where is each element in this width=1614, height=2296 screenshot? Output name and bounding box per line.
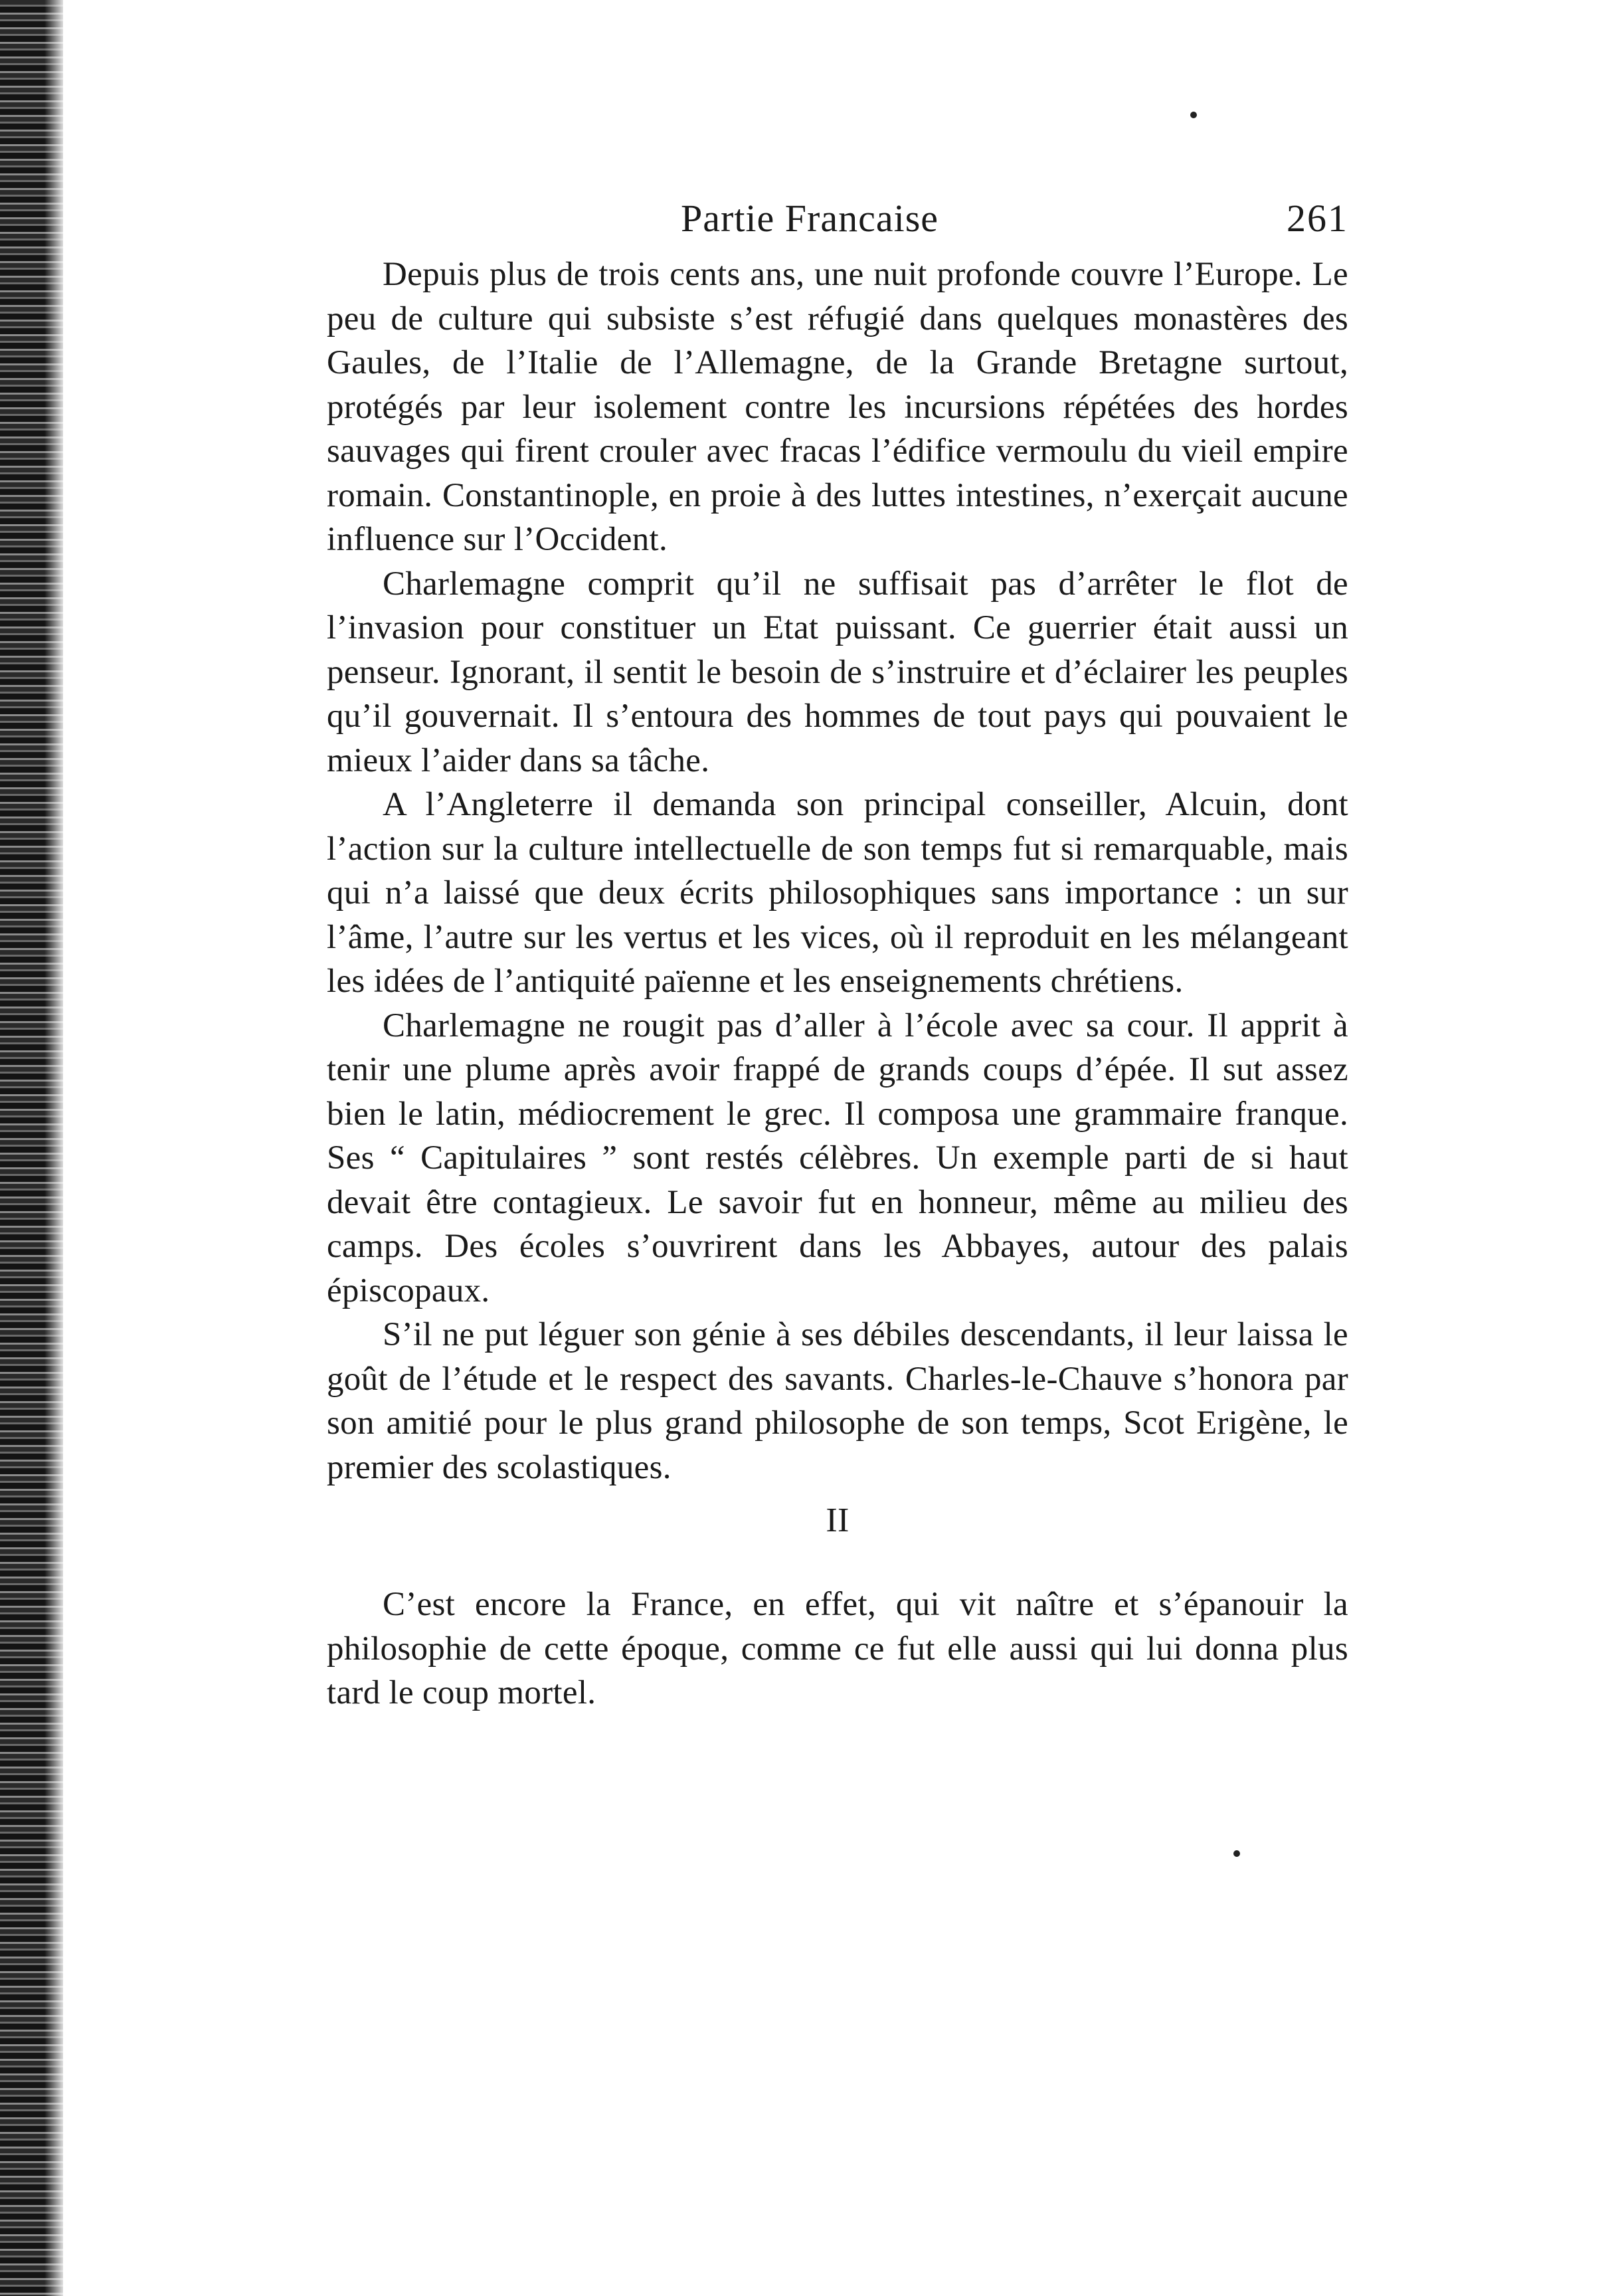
page-number: 261 xyxy=(1287,197,1348,240)
paragraph: Charlemagne comprit qu’il ne suffisait pas d’arrêter le flot de l’invasion pour constituer un Etat puissant. Ce guerrier était aussi un penseur. Ignorant, il sentit le besoin de s’instruire et d’éclairer les peuples qu’il gouvernait. Il s’entoura des hommes de tout pays qui pouvaient le mieux l’aider dans sa tâche. xyxy=(327,565,1348,779)
paragraph: C’est encore la France, en effet, qui vit naître et s’épanouir la philosophie de cette époque, comme ce fut elle aussi qui lui donna plus tard le coup mortel. xyxy=(327,1586,1348,1711)
running-title: Partie Francaise xyxy=(681,197,939,240)
body-text xyxy=(327,252,1348,1715)
paragraph: A l’Angleterre il demanda son principal conseiller, Alcuin, dont l’action sur la culture intellectuelle de son temps fut si remarquable, mais qui n’a laissé que deux écrits philosophiques sans importance : un sur l’âme, l’autre sur les vertus et les vices, où il reproduit en les mélangeant les idées de l’antiquité païenne et les enseignements chrétiens. xyxy=(327,786,1348,1000)
book-binding-edge xyxy=(0,0,63,2296)
section-heading: II xyxy=(826,1501,850,1539)
book-page xyxy=(327,191,1348,1715)
running-header xyxy=(327,191,1348,246)
paragraph: S’il ne put léguer son génie à ses débiles descendants, il leur laissa le goût de l’étude et le respect des savants. Charles-le-Chauve s’honora par son amitié pour le plus grand philosophe de son temps, Scot Erigène, le premier des scolastiques. xyxy=(327,1316,1348,1486)
ink-speck xyxy=(1190,112,1197,118)
ink-speck xyxy=(1233,1850,1240,1857)
paragraph: Charlemagne ne rougit pas d’aller à l’école avec sa cour. Il apprit à tenir une plume après avoir frappé de grands coups d’épée. Il sut assez bien le latin, médiocrement le grec. Il composa une grammaire franque. Ses “ Capitulaires ” sont restés célèbres. Un exemple parti de si haut devait être contagieux. Le savoir fut en honneur, même au milieu des camps. Des écoles s’ouvrirent dans les Abbayes, autour des palais épiscopaux. xyxy=(327,1006,1348,1309)
paragraph: Depuis plus de trois cents ans, une nuit profonde couvre l’Europe. Le peu de culture qui subsiste s’est réfugié dans quelques monastères des Gaules, de l’Italie de l’Allemagne, de la Grande Bretagne surtout, protégés par leur isolement contre les incursions répétées des hordes sauvages qui firent crouler avec fracas l’édifice vermoulu du vieil empire romain. Constantinople, en proie à des luttes intestines, n’exerçait aucune influence sur l’Occident. xyxy=(327,256,1348,558)
